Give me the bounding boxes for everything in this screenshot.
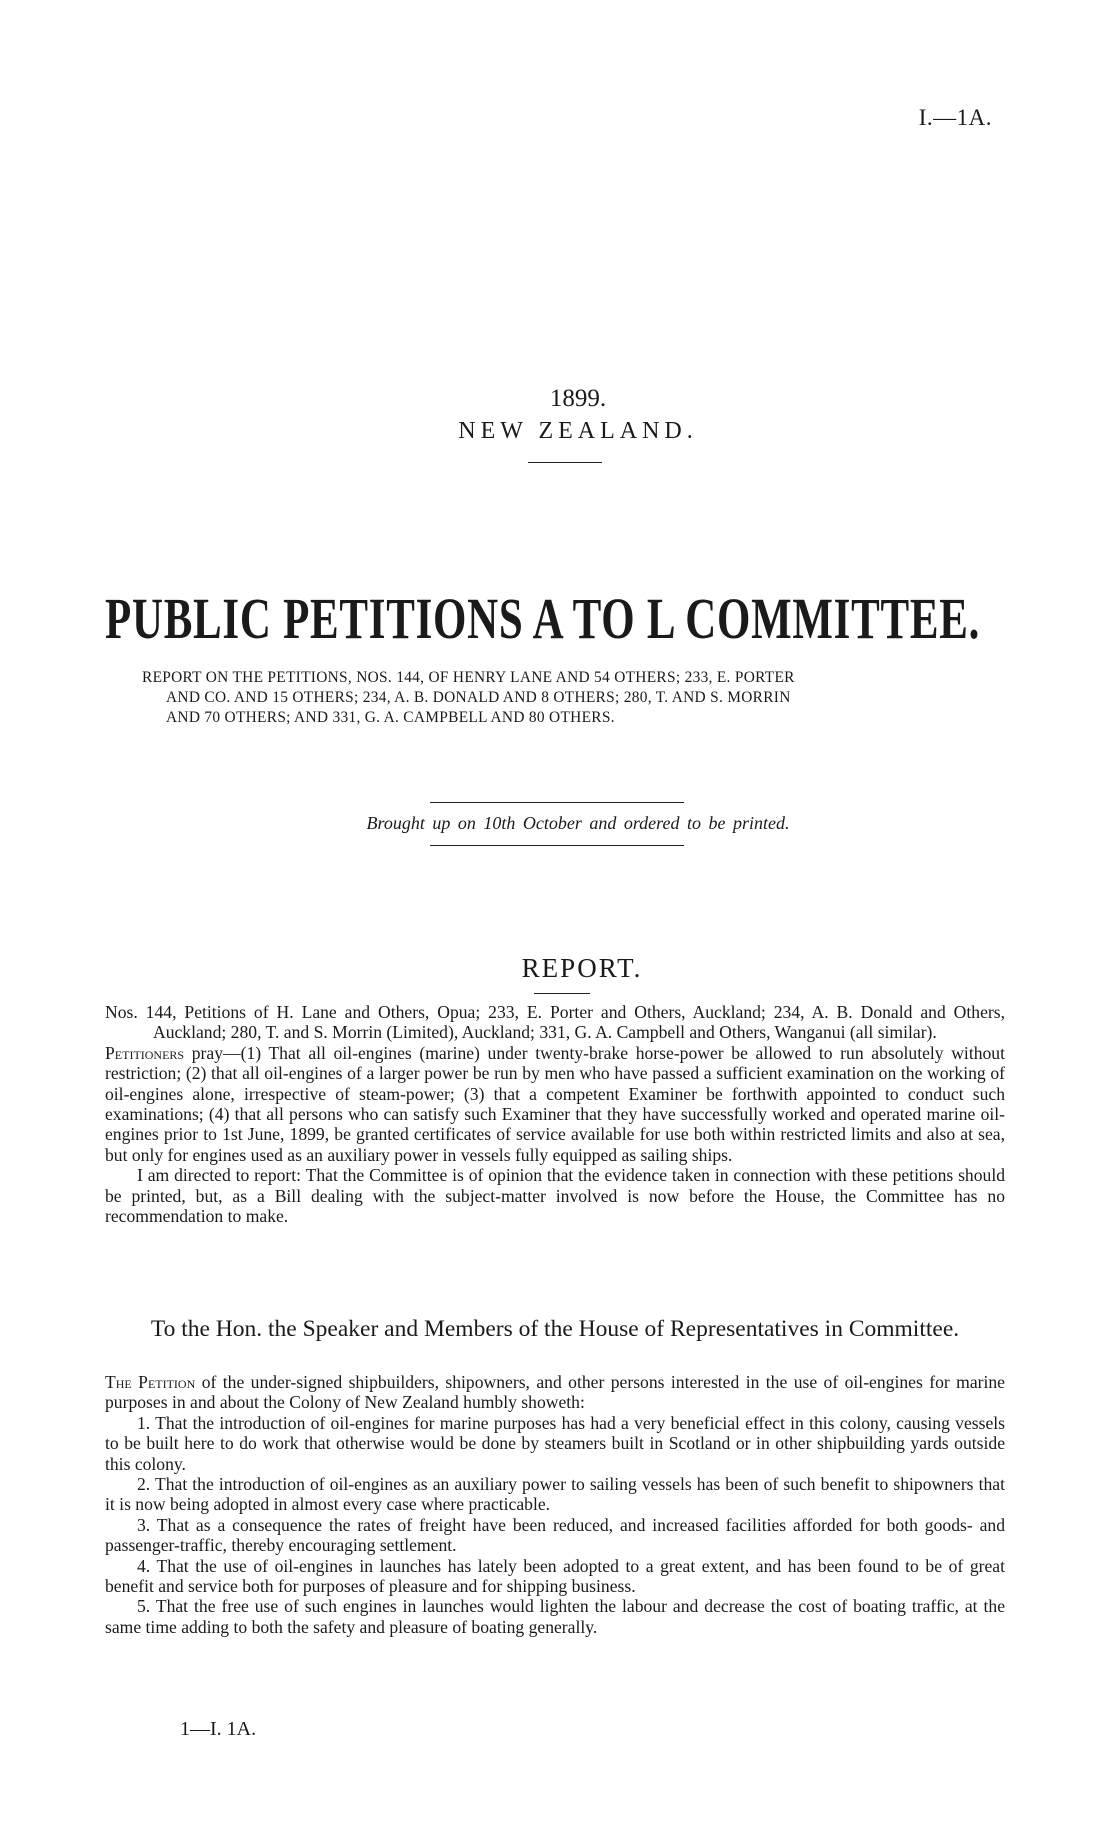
- divider: [528, 462, 602, 463]
- petition-point: 3. That as a consequence the rates of freight have been reduced, and increased facilities afforded for both goods- and passenger-traffic, thereby encouraging settlement.: [105, 1514, 1005, 1556]
- country: NEW ZEALAND.: [458, 418, 698, 444]
- address-heading: To the Hon. the Speaker and Members of the House of Representatives in Committee.: [150, 1316, 960, 1342]
- petition-body: [105, 1372, 1005, 1637]
- report-heading: REPORT.: [521, 953, 643, 983]
- petitioners-pray: [105, 1043, 1005, 1165]
- divider: [534, 993, 590, 994]
- subtitle-line: AND 70 OTHERS; AND 331, G. A. CAMPBELL AND 80 OTHERS.: [166, 709, 615, 726]
- petition-numbers: Nos. 144, Petitions of H. Lane and Others, Opua; 233, E. Porter and Others, Auckland; 234, A. B. Donald and Others, Auckland; 280, T. and S. Morrin (Limited), Auckland; 331, G. A. Campbell and Others, Wanganui (all similar).: [105, 1002, 1005, 1043]
- report-body: [105, 1002, 1005, 1226]
- brought-up-note: Brought up on 10th October and ordered to be printed.: [366, 813, 790, 833]
- divider: [430, 802, 684, 803]
- paragraph-text: of the under-signed shipbuilders, shipowners, and other persons interested in the use of oil-engines for marine purposes in and about the Colony of New Zealand humbly showeth:: [105, 1372, 1005, 1413]
- petition-intro: [105, 1372, 1005, 1413]
- lead-word: Petitioners: [105, 1042, 185, 1063]
- document-reference: I.—1A.: [918, 105, 992, 130]
- paragraph-text: pray—(1) That all oil-engines (marine) under twenty-brake horse-power be allowed to run absolutely without restriction; (2) that all oil-engines of a larger power be run by men who have passed a sufficient examination on the working of oil-engines alone, irrespective of steam-power; (3) that a competent Examiner be forthwith appointed to conduct such examinations; (4) that all persons who can satisfy such Examiner that they have successfully worked and operated marine oil-engines prior to 1st June, 1899, be granted certificates of service available for use both within restricted limits and also at sea, but only for engines used as an auxiliary power in vessels fully equipped as sailing ships.: [105, 1042, 1005, 1165]
- document-title: PUBLIC PETITIONS A TO L COMMITTEE.: [105, 586, 981, 651]
- petition-point: 5. That the free use of such engines in launches would lighten the labour and decrease the cost of boating traffic, at the same time adding to both the safety and pleasure of boating generally.: [105, 1596, 1005, 1637]
- petition-point: 4. That the use of oil-engines in launches has lately been adopted to a great extent, and has been found to be of great benefit and service both for purposes of pleasure and for shipping business.: [105, 1555, 1005, 1597]
- directed-paragraph: I am directed to report: That the Committee is of opinion that the evidence taken in connection with these petitions should be printed, but, as a Bill dealing with the subject-matter involved is now before the House, the Committee has no recommendation to make.: [105, 1165, 1005, 1227]
- lead-word: The Petition: [105, 1372, 196, 1392]
- divider: [430, 845, 684, 846]
- subtitle: [142, 668, 1002, 728]
- subtitle-line: REPORT ON THE PETITIONS, NOS. 144, OF HENRY LANE AND 54 OTHERS; 233, E. PORTER: [142, 669, 795, 686]
- petition-point: 1. That the introduction of oil-engines for marine purposes has had a very beneficial effect in this colony, causing vessels to be built here to do work that otherwise would be done by steamers built in Scotland or in other shipbuilding yards outside this colony.: [105, 1412, 1005, 1474]
- year: 1899.: [549, 385, 607, 412]
- page-footer-reference: 1—I. 1A.: [180, 1718, 257, 1740]
- petition-point: 2. That the introduction of oil-engines as an auxiliary power to sailing vessels has been of such benefit to shipowners that it is now being adopted in almost every case where practicable.: [105, 1474, 1005, 1515]
- subtitle-line: AND CO. AND 15 OTHERS; 234, A. B. DONALD AND 8 OTHERS; 280, T. AND S. MORRIN: [166, 689, 791, 706]
